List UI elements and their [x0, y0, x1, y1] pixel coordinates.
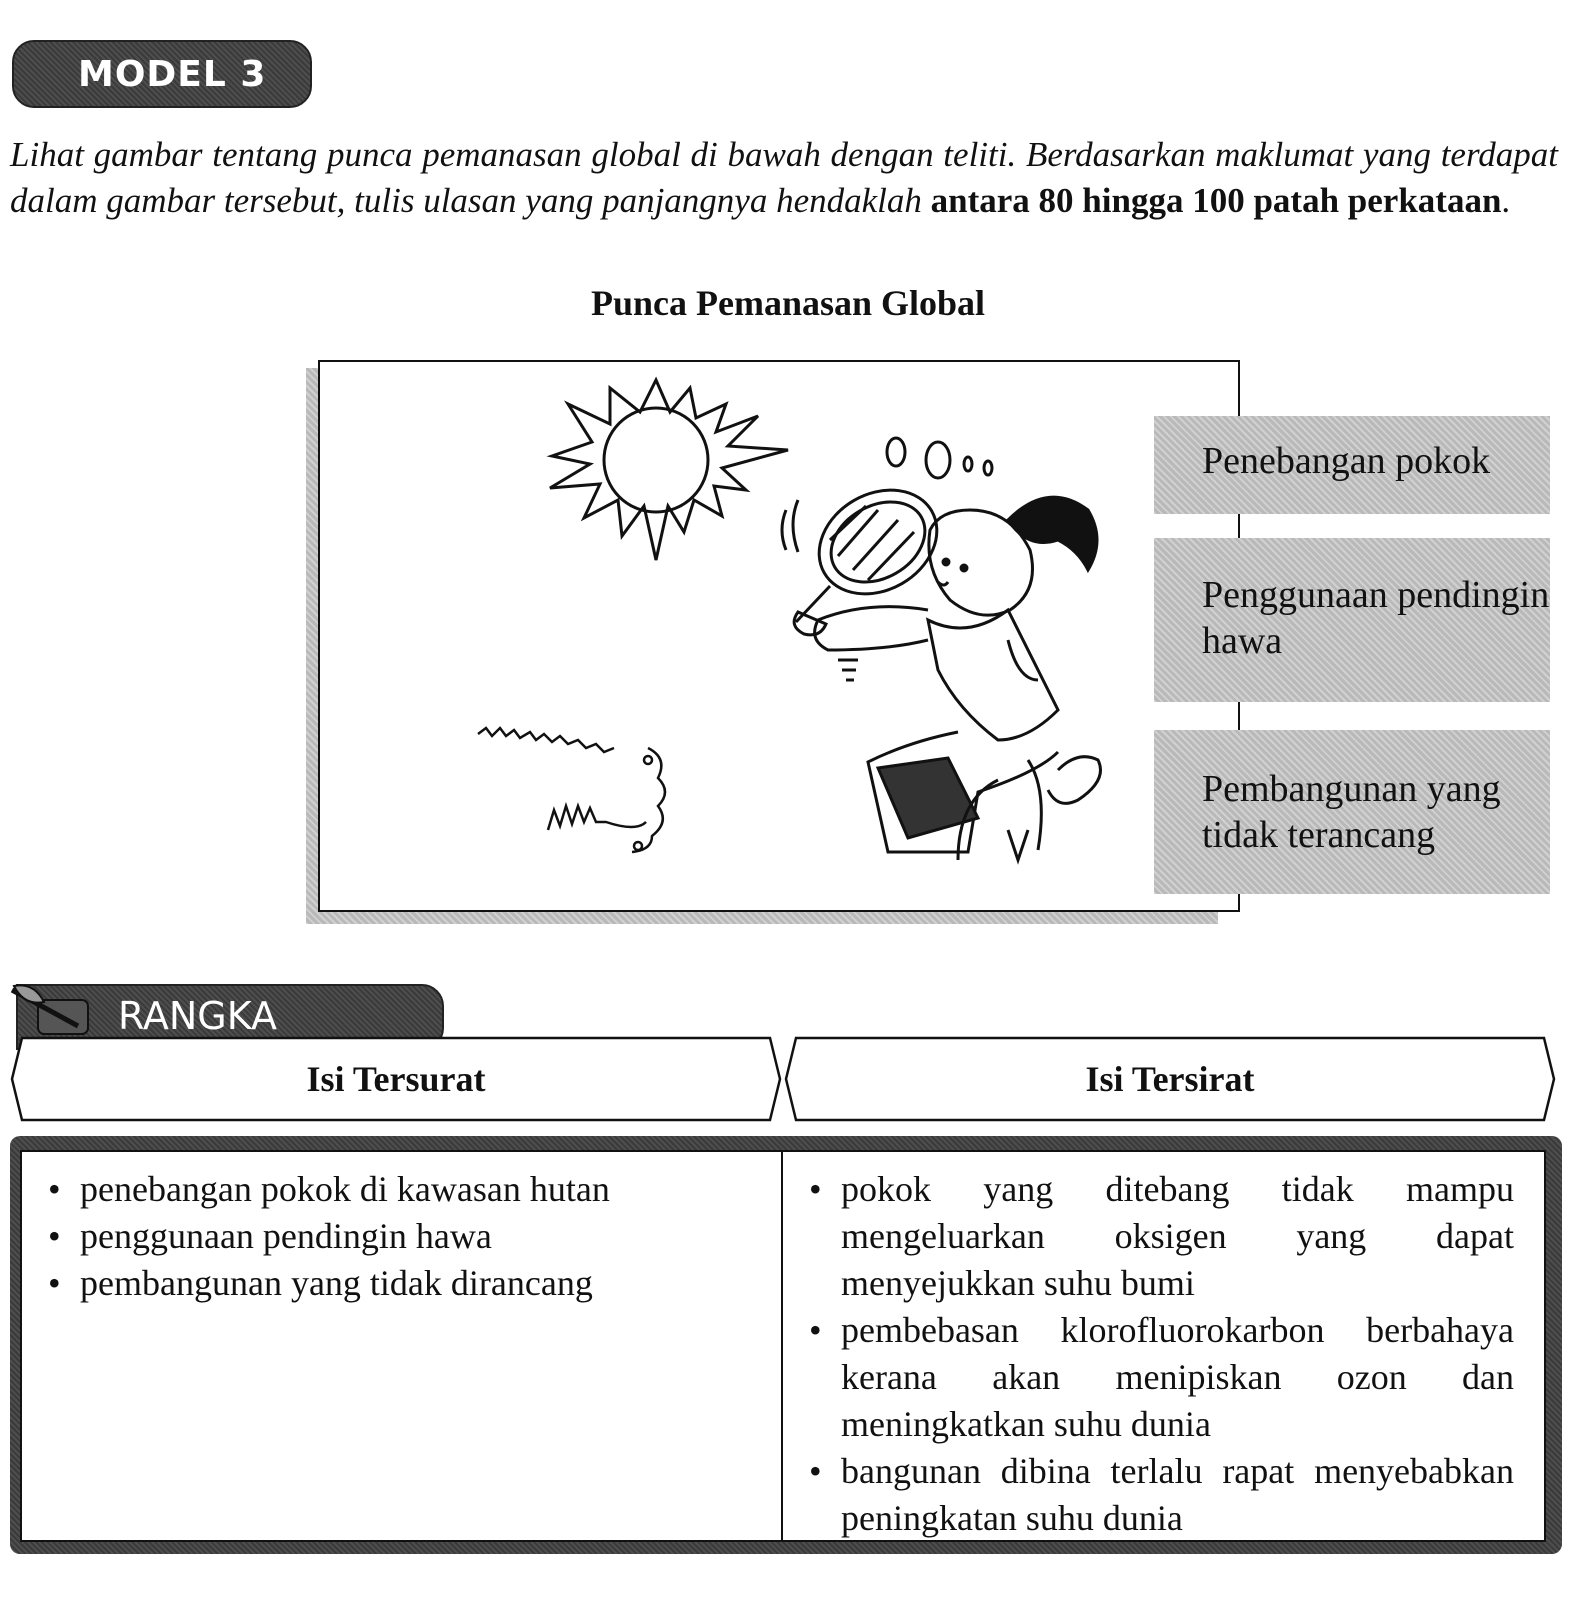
rangka-ulasan-label: RANGKA [118, 994, 277, 1038]
global-warming-illustration [318, 360, 1240, 912]
instruction-italic: Lihat gambar tentang punca pemanasan global di bawah dengan teliti. Berdasarkan maklumat yang terdapat dalam gambar tersebut, tulis ulasan yang panjangnya hendaklah [10, 135, 1558, 220]
list-item: • penggunaan pendingin hawa [40, 1213, 763, 1260]
cause-label: Penggunaan pendingin hawa [1202, 574, 1550, 662]
list-item: • pembebasan klorofluorokarbon berbahaya kerana akan menipiskan ozon dan meningkatkan suhu dunia [801, 1307, 1514, 1448]
instruction-text [10, 132, 1558, 224]
column-isi-tersirat [783, 1152, 1544, 1540]
list-item: • bangunan dibina terlalu rapat menyebabkan peningkatan suhu dunia [801, 1448, 1514, 1542]
content-table [20, 1150, 1546, 1542]
cause-box-unplanned-development [1154, 730, 1550, 894]
model-label: MODEL 3 [78, 53, 267, 95]
header-label: Isi Tersurat [306, 1059, 486, 1099]
bush-icon [478, 728, 665, 852]
instruction-bold: antara 80 hingga 100 patah perkataan [930, 181, 1502, 220]
header-isi-tersirat [784, 1036, 1556, 1122]
thought-bubbles-icon [887, 438, 992, 478]
list-item: • pembangunan yang tidak dirancang [40, 1260, 763, 1307]
cause-label: Penebangan pokok [1202, 440, 1491, 482]
cause-label: Pembangunan yang tidak terancang [1202, 768, 1501, 856]
list-item: • penebangan pokok di kawasan hutan [40, 1166, 763, 1213]
picture-title: Punca Pemanasan Global [590, 283, 986, 323]
header-label: Isi Tersirat [1085, 1059, 1255, 1099]
header-isi-tersurat [10, 1036, 782, 1122]
column-isi-tersurat [22, 1152, 783, 1540]
instruction-end: . [1501, 181, 1511, 220]
model-badge [12, 40, 312, 108]
cause-box-air-conditioner [1154, 538, 1550, 702]
list-item: • pokok yang ditebang tidak mampu mengeluarkan oksigen yang dapat menyejukkan suhu bumi [801, 1166, 1514, 1307]
sun-icon [550, 380, 788, 560]
cause-box-tree-felling [1154, 416, 1550, 514]
